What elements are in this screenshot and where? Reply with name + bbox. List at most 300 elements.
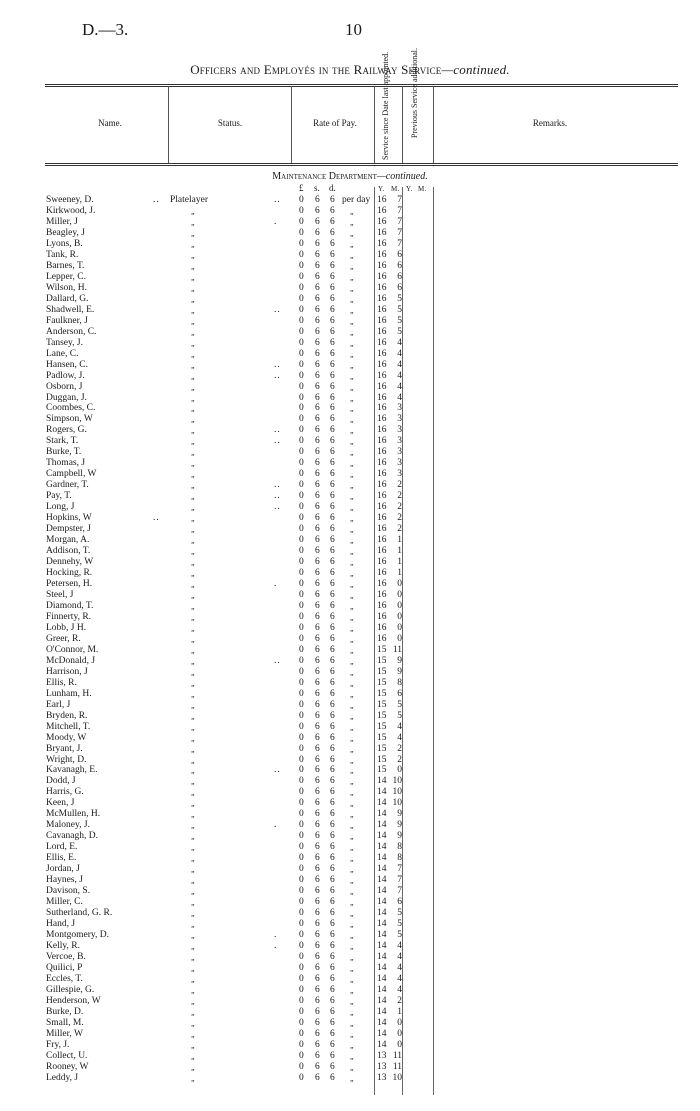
rate-shillings: 6 [315,1028,320,1039]
table-row [0,196,700,205]
employee-name: Anderson, C. [46,326,97,337]
service-months: 3 [397,458,402,469]
service-years: 15 [377,754,387,765]
leader-dots: .. [274,304,281,315]
table-row [0,734,700,743]
rate-pence: 6 [330,721,335,732]
status-ditto: „ [191,952,196,962]
period-ditto: „ [350,590,355,600]
service-years: 16 [377,271,387,282]
rate-pounds: 0 [299,513,304,524]
rate-pence: 6 [330,1072,335,1083]
service-months: 0 [397,622,402,633]
employee-name: Eccles, T. [46,973,83,984]
service-years: 14 [377,1028,387,1039]
service-months: 7 [397,875,402,886]
employee-name: Davison, S. [46,886,91,897]
rate-pence: 6 [330,897,335,908]
leader-dots: .. [274,502,281,513]
status-ditto: „ [191,393,196,403]
table-row [0,383,700,392]
table-row [0,284,700,293]
rate-pounds: 0 [299,787,304,798]
rate-pence: 6 [330,491,335,502]
employee-name: Stark, T. [46,436,79,447]
rate-pounds: 0 [299,282,304,293]
period-ditto: „ [350,404,355,414]
rate-pence: 6 [330,633,335,644]
service-years: 14 [377,820,387,831]
rate-shillings: 6 [315,502,320,513]
rate-shillings: 6 [315,535,320,546]
status-ditto: „ [191,656,196,666]
period-ditto: „ [350,448,355,458]
page-title-cont: —continued. [441,62,510,77]
rate-pounds: 0 [299,875,304,886]
rate-pounds: 0 [299,326,304,337]
rate-pounds: 0 [299,425,304,436]
period-ditto: „ [350,371,355,381]
status-ditto: „ [191,788,196,798]
service-years: 16 [377,568,387,578]
rate-pence: 6 [330,644,335,655]
rate-pence: 6 [330,655,335,666]
rate-shillings: 6 [315,1050,320,1061]
period-ditto: „ [350,854,355,864]
rate-pence: 6 [330,886,335,897]
status-ditto: „ [191,316,196,326]
service-years: 16 [377,622,387,633]
period-ditto: „ [350,755,355,765]
rate-pence: 6 [330,864,335,875]
period-ditto: „ [350,656,355,666]
table-row [0,262,700,271]
service-months: 1 [397,557,402,567]
rate-pounds: 0 [299,458,304,469]
rate-pounds: 0 [299,611,304,622]
status-ditto: „ [191,547,196,556]
rate-pounds: 0 [299,600,304,611]
period-ditto: „ [350,689,355,699]
employee-name: Sutherland, G. R. [46,908,113,919]
table-row [0,448,700,457]
rate-pounds: 0 [299,699,304,710]
service-months: 1 [397,546,402,556]
rate-pounds: 0 [299,897,304,908]
employee-name: Harris, G. [46,787,84,798]
service-years: 14 [377,776,387,787]
status-ditto: „ [191,283,196,293]
service-years: 15 [377,765,387,776]
table-row [0,799,700,808]
employee-name: Small, M. [46,1017,84,1028]
status-ditto: „ [191,272,196,282]
service-years: 14 [377,809,387,820]
rate-shillings: 6 [315,524,320,535]
service-months: 2 [397,491,402,502]
rate-pounds: 0 [299,238,304,249]
leader-dots: .. [274,765,281,776]
period-ditto: „ [350,931,355,940]
status-ditto: „ [191,799,196,809]
table-row [0,481,700,490]
period-ditto: „ [350,492,355,502]
rate-shillings: 6 [315,1039,320,1050]
rate-shillings: 6 [315,973,320,984]
service-years: 14 [377,897,387,908]
table-row [0,668,700,677]
col-header-rate: Rate of Pay. [313,118,357,128]
table-row [0,591,700,600]
period-ditto: „ [350,525,355,535]
employee-name: Wright, D. [46,754,87,765]
employee-name: Rooney, W [46,1061,89,1072]
leader-dots: .. [274,425,281,436]
employee-name: Greer, R. [46,633,81,644]
table-row [0,503,700,512]
status-ditto: „ [191,996,196,1006]
rate-shillings: 6 [315,787,320,798]
service-years: 16 [377,238,387,249]
leader-dots: . [274,930,278,940]
rate-pence: 6 [330,875,335,886]
rate-pounds: 0 [299,557,304,567]
period-ditto: „ [350,799,355,809]
table-row [0,613,700,622]
status-ditto: „ [191,722,196,732]
table-row [0,1030,700,1039]
rate-pounds: 0 [299,809,304,820]
status-ditto: „ [191,360,196,370]
rate-pounds: 0 [299,348,304,359]
employee-name: Shadwell, E. [46,304,95,315]
employee-name: Ellis, E. [46,853,77,864]
table-row [0,766,700,775]
leader-dots: .. [274,359,281,370]
employee-name: Collect, U. [46,1050,88,1061]
service-months: 4 [397,392,402,403]
rate-pence: 6 [330,304,335,315]
unit-years-service: Y. [378,185,385,193]
table-row [0,635,700,644]
unit-shilling: s. [314,183,320,193]
period-ditto: „ [350,338,355,348]
service-months: 2 [397,480,402,491]
service-months: 9 [397,666,402,677]
table-row [0,415,700,424]
status-ditto: „ [191,294,196,304]
employee-name: Pay, T. [46,491,72,502]
rate-shillings: 6 [315,206,320,216]
rate-shillings: 6 [315,798,320,809]
table-row [0,887,700,896]
employee-name: Long, J [46,502,75,513]
table-row [0,756,700,765]
rate-shillings: 6 [315,216,320,227]
status-ditto: „ [191,942,196,951]
rate-pence: 6 [330,787,335,798]
table-row [0,975,700,984]
employee-name: Morgan, A. [46,535,90,546]
rate-pounds: 0 [299,524,304,535]
rate-pounds: 0 [299,436,304,447]
table-row [0,810,700,819]
header-divider-1 [168,86,169,163]
service-months: 10 [392,776,402,787]
rate-shillings: 6 [315,436,320,447]
rate-shillings: 6 [315,282,320,293]
rate-pounds: 0 [299,502,304,513]
rate-shillings: 6 [315,951,320,962]
rate-pence: 6 [330,557,335,567]
rate-pence: 6 [330,919,335,929]
rate-pence: 6 [330,710,335,721]
employee-name: Coombes, C. [46,403,96,414]
period-ditto: „ [350,1018,355,1028]
period-ditto: „ [350,547,355,556]
employee-name: Sweeney, D. [46,195,94,205]
rate-shillings: 6 [315,743,320,754]
service-years: 15 [377,732,387,743]
service-months: 3 [397,469,402,480]
rate-shillings: 6 [315,557,320,567]
service-months: 8 [397,853,402,864]
rate-pounds: 0 [299,535,304,546]
service-months: 7 [397,195,402,205]
rate-pounds: 0 [299,710,304,721]
rate-shillings: 6 [315,995,320,1006]
service-months: 3 [397,425,402,436]
rate-shillings: 6 [315,260,320,271]
service-years: 14 [377,962,387,973]
period-ditto: „ [350,294,355,304]
service-years: 14 [377,1017,387,1028]
employee-name: Hopkins, W [46,513,92,524]
rate-pounds: 0 [299,644,304,655]
status-ditto: „ [191,481,196,491]
employee-name: Duggan, J. [46,392,87,403]
employee-name: McMullen, H. [46,809,101,820]
status-ditto: „ [191,371,196,381]
status-ditto: „ [191,985,196,995]
service-months: 3 [397,403,402,414]
employee-name: Steel, J [46,589,74,600]
rate-pounds: 0 [299,973,304,984]
service-years: 13 [377,1050,387,1061]
service-years: 14 [377,941,387,951]
rate-pence: 6 [330,831,335,842]
service-months: 11 [392,644,402,655]
employee-name: Thomas, J [46,458,86,469]
rate-pence: 6 [330,798,335,809]
rate-pounds: 0 [299,579,304,589]
employee-name: Haynes, J [46,875,83,886]
service-years: 16 [377,195,387,205]
period-ditto: „ [350,601,355,611]
leader-dots: .. [274,655,281,666]
status-ditto: „ [191,558,196,567]
col-header-remarks: Remarks. [532,118,568,128]
service-months: 2 [397,513,402,524]
table-row [0,558,700,567]
employee-name: Moody, W [46,732,87,743]
service-years: 14 [377,787,387,798]
status-ditto: „ [191,261,196,271]
rate-pence: 6 [330,622,335,633]
service-years: 16 [377,414,387,425]
rate-shillings: 6 [315,1017,320,1028]
col-header-previous-service: Previous Service additional. [410,48,419,138]
service-years: 16 [377,348,387,359]
rate-shillings: 6 [315,271,320,282]
rate-shillings: 6 [315,962,320,973]
table-row [0,580,700,589]
status-ditto: „ [191,920,196,929]
table-row [0,459,700,468]
rate-pence: 6 [330,326,335,337]
status-ditto: „ [191,700,196,710]
rate-pence: 6 [330,743,335,754]
service-months: 0 [397,633,402,644]
service-months: 3 [397,436,402,447]
employee-name: Bryden, R. [46,710,88,721]
leader-dots: .. [274,195,281,205]
period-ditto: „ [350,470,355,480]
table-row [0,788,700,797]
table-row [0,701,700,710]
table-row [0,723,700,732]
rate-shillings: 6 [315,754,320,765]
rate-pence: 6 [330,436,335,447]
rate-pence: 6 [330,315,335,326]
status-ditto: „ [191,250,196,260]
rate-pounds: 0 [299,984,304,995]
page-title-main: Officers and Employés in the Railway Service [190,62,442,77]
rate-pence: 6 [330,589,335,600]
service-months: 6 [397,688,402,699]
header-rule-bottom [45,163,678,164]
table-row [0,426,700,435]
table-row [0,229,700,238]
rate-shillings: 6 [315,480,320,491]
rate-pence: 6 [330,206,335,216]
service-months: 2 [397,754,402,765]
status-ditto: „ [191,590,196,600]
leader-dots: . [274,216,278,227]
rate-pence: 6 [330,195,335,205]
rate-pounds: 0 [299,1028,304,1039]
employee-name: Dodd, J [46,776,76,787]
rate-pounds: 0 [299,853,304,864]
service-months: 4 [397,381,402,392]
rate-pounds: 0 [299,1061,304,1072]
service-months: 9 [397,831,402,842]
rate-shillings: 6 [315,381,320,392]
period-ditto: „ [350,1029,355,1039]
status-ditto: „ [191,382,196,392]
employee-name: Harrison, J [46,666,88,677]
rate-shillings: 6 [315,414,320,425]
status-ditto: „ [191,1051,196,1061]
rate-shillings: 6 [315,447,320,458]
table-row [0,1008,700,1017]
service-years: 14 [377,886,387,897]
period-ditto: „ [350,437,355,447]
leader-dots: .. [274,436,281,447]
service-months: 6 [397,282,402,293]
employee-name: Cavanagh, D. [46,831,98,842]
service-years: 15 [377,710,387,721]
period-ditto: „ [350,1040,355,1050]
rate-pounds: 0 [299,765,304,776]
employee-name: Bryant, J. [46,743,83,754]
status-ditto: „ [191,305,196,315]
table-row [0,679,700,688]
service-years: 15 [377,666,387,677]
service-months: 11 [392,1061,402,1072]
period-ditto: „ [350,580,355,589]
rate-pounds: 0 [299,447,304,458]
rate-shillings: 6 [315,359,320,370]
leader-dots: .. [153,513,160,524]
service-years: 16 [377,381,387,392]
rate-pence: 6 [330,392,335,403]
rate-shillings: 6 [315,1006,320,1017]
rate-shillings: 6 [315,875,320,886]
period-ditto: „ [350,316,355,326]
status-ditto: „ [191,569,196,578]
rate-shillings: 6 [315,710,320,721]
rate-pounds: 0 [299,886,304,897]
rate-pence: 6 [330,984,335,995]
rate-pounds: 0 [299,919,304,929]
employee-name: Rogers, G. [46,425,87,436]
table-row [0,339,700,348]
period-ditto: „ [350,283,355,293]
rate-pounds: 0 [299,491,304,502]
header-rule-top-2 [45,86,678,87]
rate-pounds: 0 [299,995,304,1006]
table-row [0,350,700,359]
status-ditto: „ [191,492,196,502]
service-months: 0 [397,1017,402,1028]
status-ditto: „ [191,821,196,831]
rate-pounds: 0 [299,568,304,578]
rate-pence: 6 [330,962,335,973]
period-ditto: „ [350,985,355,995]
service-months: 4 [397,962,402,973]
service-months: 9 [397,809,402,820]
rate-shillings: 6 [315,831,320,842]
service-months: 0 [397,579,402,589]
status-ditto: „ [191,217,196,227]
service-years: 16 [377,260,387,271]
status-ditto: „ [191,733,196,743]
service-years: 16 [377,458,387,469]
period-ditto: „ [350,481,355,491]
employee-name: Lane, C. [46,348,79,359]
service-years: 16 [377,600,387,611]
rate-pounds: 0 [299,798,304,809]
rate-pence: 6 [330,546,335,556]
rate-pounds: 0 [299,370,304,381]
period-ditto: „ [350,1007,355,1017]
table-row [0,602,700,611]
rate-shillings: 6 [315,765,320,776]
service-years: 16 [377,469,387,480]
status-ditto: „ [191,1040,196,1050]
table-row [0,536,700,545]
